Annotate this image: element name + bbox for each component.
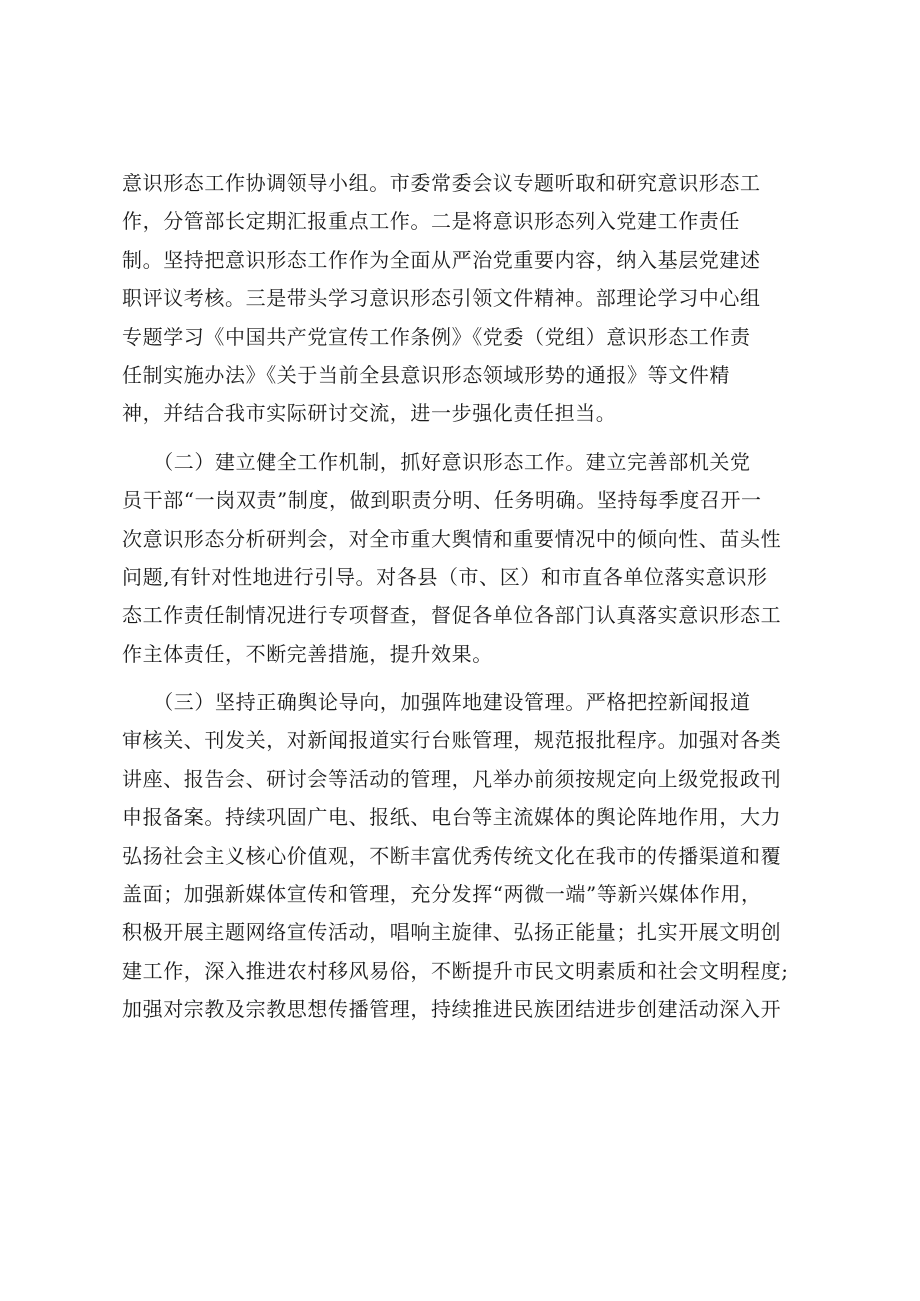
text-line: 盖面；加强新媒体宣传和管理，充分发挥“两微一端”等新兴媒体作用， <box>122 882 762 907</box>
text-line: 积极开展主题网络宣传活动，唱响主旋律、弘扬正能量；扎实开展文明创 <box>122 920 782 945</box>
text-line: （二）建立健全工作机制，抓好意识形态工作。建立完善部机关党 <box>122 449 751 474</box>
text-line: 制。坚持把意识形态工作作为全面从严治党重要内容，纳入基层党建述 <box>122 247 761 272</box>
paragraph-section-3 <box>122 683 812 1029</box>
paragraph-spacer <box>122 673 812 683</box>
text-line: 次意识形态分析研判会，对全市重大舆情和重要情况中的倾向性、苗头性 <box>122 526 782 551</box>
paragraph-section-2 <box>122 443 812 673</box>
text-line: 意识形态工作协调领导小组。市委常委会议专题听取和研究意识形态工 <box>122 171 761 195</box>
text-line: 作主体责任，不断完善措施，提升效果。 <box>122 641 493 666</box>
paragraph-spacer <box>122 433 812 443</box>
text-line: 加强对宗教及宗教思想传播管理，持续推进民族团结进步创建活动深入开 <box>122 997 782 1022</box>
text-line: 神，并结合我市实际研讨交流，进一步强化责任担当。 <box>122 401 617 426</box>
text-line: 申报备案。持续巩固广电、报纸、电台等主流媒体的舆论阵地作用，大力 <box>122 805 782 830</box>
paragraph-continuation <box>122 164 812 433</box>
text-line: 问题,有针对性地进行引导。对各县（市、区）和市直各单位落实意识形 <box>122 564 768 589</box>
text-line: 专题学习《中国共产党宣传工作条例》《党委（党组）意识形态工作责 <box>122 324 751 349</box>
text-line: 审核关、刊发关，对新闻报道实行台账管理，规范报批程序。加强对各类 <box>122 728 782 753</box>
text-line: 态工作责任制情况进行专项督查，督促各单位各部门认真落实意识形态工 <box>122 603 782 628</box>
text-line: 职评议考核。三是带头学习意识形态引领文件精神。部理论学习中心组 <box>122 286 761 311</box>
text-line: 讲座、报告会、研讨会等活动的管理，凡举办前须按规定向上级党报政刊 <box>122 766 782 791</box>
text-line: 员干部“一岗双责”制度，做到职责分明、任务明确。坚持每季度召开一 <box>122 488 762 513</box>
text-line: 弘扬社会主义核心价值观，不断丰富优秀传统文化在我市的传播渠道和覆 <box>122 843 782 868</box>
body-text <box>122 164 812 1029</box>
text-line: （三）坚持正确舆论导向，加强阵地建设管理。严格把控新闻报道 <box>122 690 751 715</box>
text-line: 建工作，深入推进农村移风易俗，不断提升市民文明素质和社会文明程度; <box>122 958 789 983</box>
text-line: 任制实施办法》《关于当前全县意识形态领域形势的通报》等文件精 <box>122 362 730 387</box>
text-line: 作，分管部长定期汇报重点工作。二是将意识形态列入党建工作责任 <box>122 209 740 234</box>
